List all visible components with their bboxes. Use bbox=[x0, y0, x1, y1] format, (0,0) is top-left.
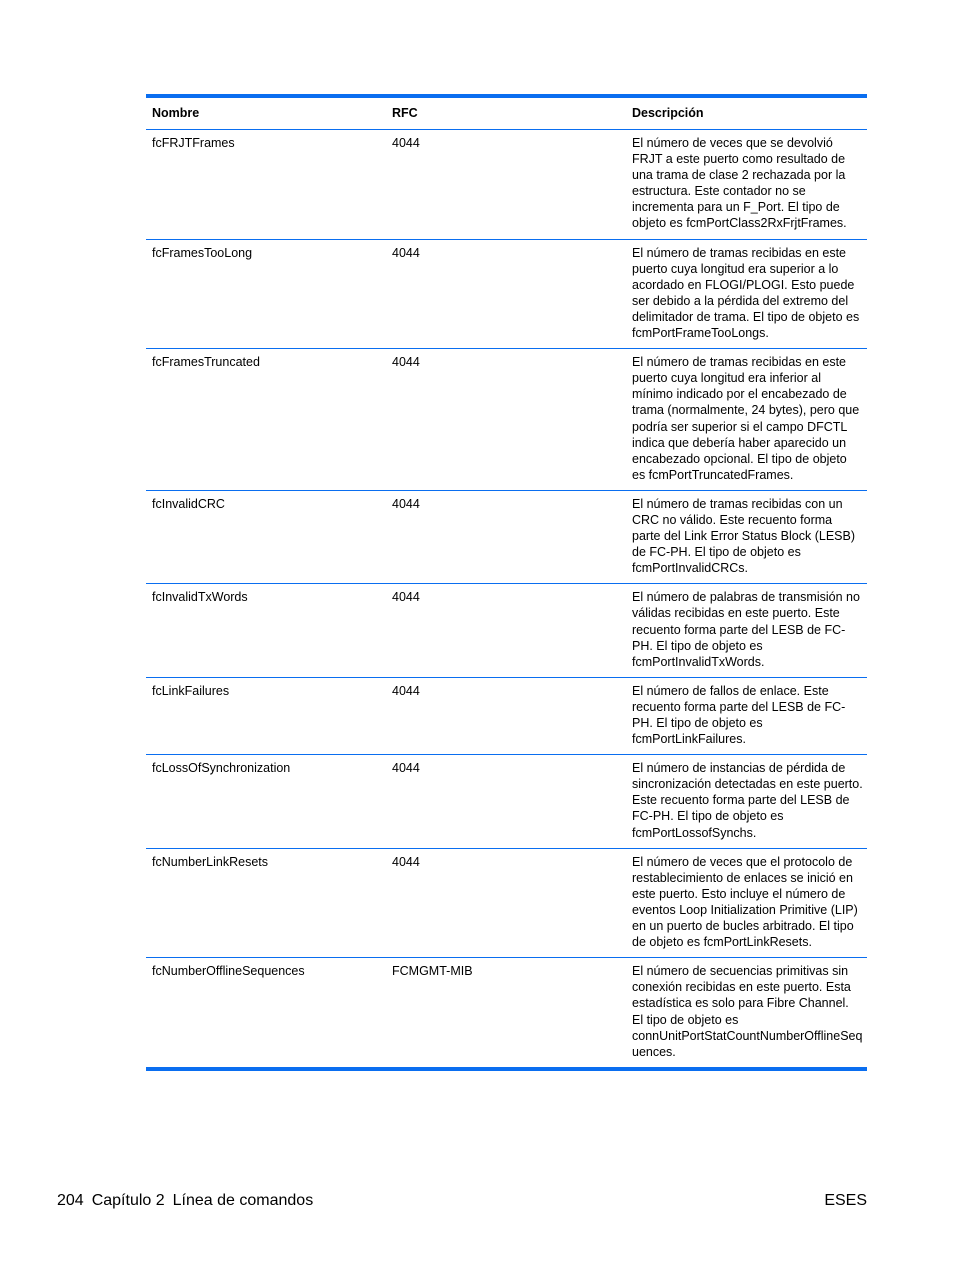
cell-name: fcLinkFailures bbox=[152, 683, 230, 698]
chapter-label: Capítulo 2 bbox=[91, 1192, 165, 1209]
cell-description: El número de instancias de pérdida de sincronización detectadas en este puerto. Este recuento forma parte del LESB de FC-PH. El tipo de objeto es fcmPortLossofSynchs. bbox=[632, 761, 863, 840]
cell-rfc: 4044 bbox=[392, 136, 420, 150]
footer-chapter-info bbox=[57, 1191, 313, 1211]
column-header-description: Descripción bbox=[632, 106, 704, 120]
table-row bbox=[146, 677, 867, 754]
cell-rfc: 4044 bbox=[392, 496, 420, 511]
cell-name: fcInvalidCRC bbox=[152, 496, 225, 511]
cell-rfc: 4044 bbox=[392, 355, 420, 370]
mib-objects-table bbox=[146, 94, 867, 1071]
cell-name: fcInvalidTxWords bbox=[152, 590, 248, 605]
column-header-rfc: RFC bbox=[392, 106, 418, 120]
cell-name: fcNumberLinkResets bbox=[152, 854, 269, 869]
cell-name: fcFramesTruncated bbox=[152, 355, 260, 370]
cell-rfc: 4044 bbox=[392, 683, 420, 698]
cell-description: El número de palabras de transmisión no válidas recibidas en este puerto. Este recuento forma parte del LESB de FC-PH. El tipo de objeto es fcmPortInvalidTxWords. bbox=[632, 590, 860, 669]
cell-description: El número de secuencias primitivas sin conexión recibidas en este puerto. Esta estadística es solo para Fibre Channel. El tipo de objeto es connUnitPortStatCountNumberOfflineSequences. bbox=[632, 964, 863, 1059]
cell-description: El número de tramas recibidas en este puerto cuya longitud era superior a lo acordado en FLOGI/PLOGI. Esto puede ser debido a la pérdida del extremo del delimitador de trama. El tipo de objeto es fcmPortFrameTooLongs. bbox=[632, 245, 860, 341]
cell-name: fcFramesTooLong bbox=[152, 245, 253, 260]
cell-description: El número de veces que se devolvió FRJT a este puerto como resultado de una trama de clase 2 rechazada por la estructura. Este contador no se incrementa para un F_Port. El tipo de objeto es fcmPortClass2RxFrjtFrames. bbox=[632, 136, 847, 231]
cell-name: fcNumberOfflineSequences bbox=[152, 964, 305, 979]
cell-rfc: 4044 bbox=[392, 590, 420, 605]
cell-name: fcFRJTFrames bbox=[152, 136, 235, 150]
page-number: 204 bbox=[57, 1192, 84, 1209]
chapter-title: Línea de comandos bbox=[172, 1192, 314, 1209]
table-row bbox=[146, 490, 867, 583]
cell-description: El número de veces que el protocolo de restablecimiento de enlaces se inició en este puerto. Esto incluye el número de eventos Loop Initialization Primitive (LIP) en un puerto de bucles arbitrado. El tipo de objeto es fcmPortLinkResets. bbox=[632, 854, 858, 950]
cell-rfc: 4044 bbox=[392, 245, 420, 260]
table-row bbox=[146, 584, 867, 677]
cell-rfc: 4044 bbox=[392, 761, 420, 776]
table-body bbox=[146, 130, 867, 1069]
column-header-name: Nombre bbox=[152, 106, 200, 120]
table-row bbox=[146, 130, 867, 240]
cell-description: El número de tramas recibidas con un CRC no válido. Este recuento forma parte del Link Error Status Block (LESB) de FC-PH. El tipo de objeto es fcmPortInvalidCRCs. bbox=[632, 496, 856, 576]
cell-rfc: 4044 bbox=[392, 854, 420, 869]
cell-rfc: FCMGMT-MIB bbox=[392, 964, 473, 979]
table-row bbox=[146, 239, 867, 349]
table-row bbox=[146, 848, 867, 958]
table-row bbox=[146, 755, 867, 848]
table-header bbox=[146, 96, 867, 130]
table-row bbox=[146, 958, 867, 1069]
locale-code: ESES bbox=[824, 1192, 867, 1209]
table-row bbox=[146, 349, 867, 491]
cell-description: El número de tramas recibidas en este puerto cuya longitud era inferior al mínimo indicado por el encabezado de trama (normalmente, 24 bytes), pero que podría ser superior si el campo DFCTL indica que debería haber aparecido un encabezado opcional. El tipo de objeto es fcmPortTruncatedFrames. bbox=[632, 355, 860, 482]
cell-description: El número de fallos de enlace. Este recuento forma parte del LESB de FC-PH. El tipo de objeto es fcmPortLinkFailures. bbox=[632, 683, 846, 747]
cell-name: fcLossOfSynchronization bbox=[152, 761, 291, 776]
table-header-row bbox=[146, 96, 867, 130]
